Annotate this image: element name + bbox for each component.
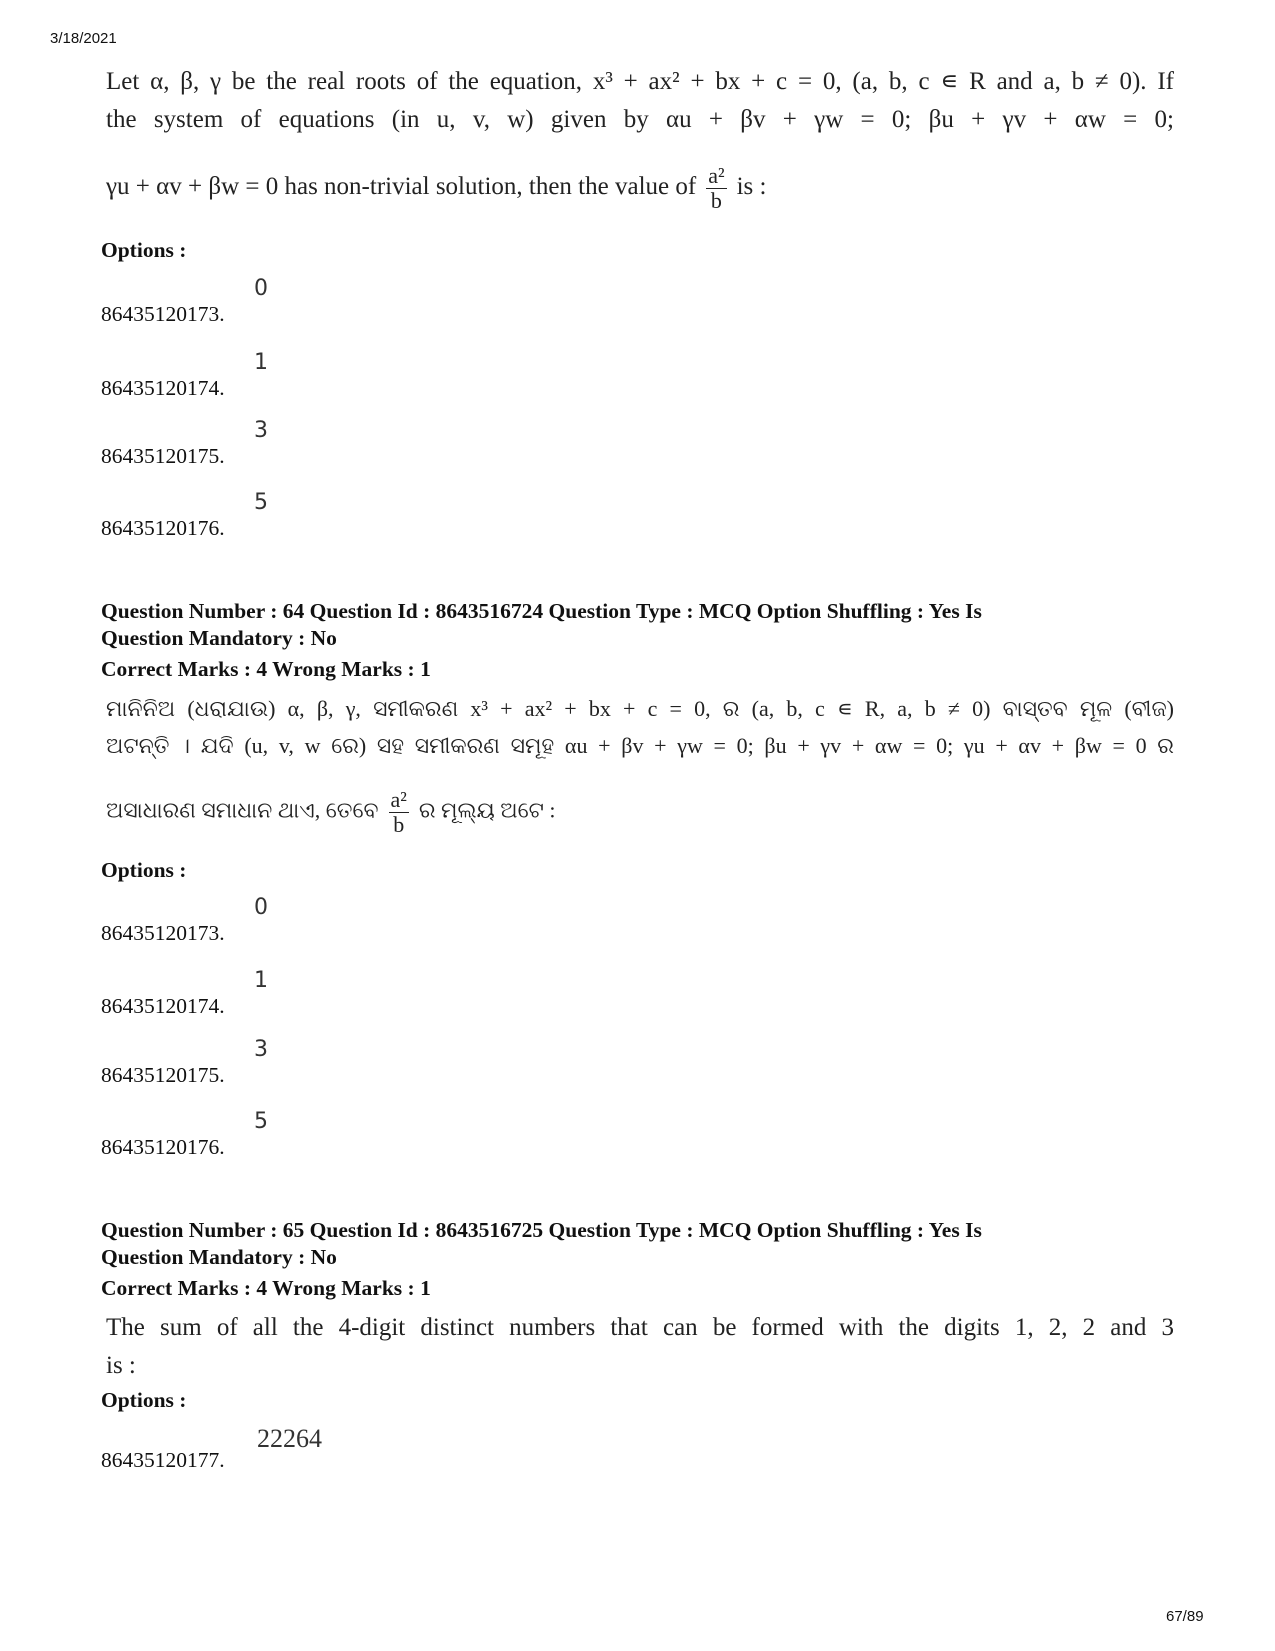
q64-header-line-2: Question Mandatory : No <box>101 626 337 650</box>
option-value: 1 <box>254 968 268 993</box>
option-value: 5 <box>254 490 268 515</box>
option-value: 0 <box>254 276 268 301</box>
option-value: 1 <box>254 350 268 375</box>
q65-marks: Correct Marks : 4 Wrong Marks : 1 <box>101 1276 431 1300</box>
q64-marks: Correct Marks : 4 Wrong Marks : 1 <box>101 657 431 681</box>
q64-stem-line-3 <box>106 788 1174 837</box>
q63-stem-line-1: Let α, β, γ be the real roots of the equation, x³ + ax² + bx + c = 0, (a, b, c ∊ R and a, b ≠ 0). If <box>106 68 1174 95</box>
q64-stem-line-3-text: ଅସାଧାରଣ ସମାଧାନ ଥାଏ, ତେବେ <box>106 797 379 823</box>
q65-header <box>101 1217 982 1271</box>
option-id: 86435120176. <box>101 1135 225 1159</box>
q64-stem-line-1: ମାନିନିଅ (ଧରାଯାଉ) α, β, γ, ସମୀକରଣ x³ + ax² + bx + c = 0, ର (a, b, c ∊ R, a, b ≠ 0) ବାସ୍ତବ ମୂଳ (ବୀଜ) <box>106 696 1174 721</box>
option-value: 5 <box>254 1109 268 1134</box>
option-value: 3 <box>254 1037 268 1062</box>
q64-stem-line-2: ଅଟନ୍ତି । ଯଦି (u, v, w ରେ) ସହ ସମୀକରଣ ସମୂହ αu + βv + γw = 0; βu + γv + αw = 0; γu + αv + βw = 0 ର <box>106 733 1174 758</box>
option-value: 0 <box>254 895 268 920</box>
option-value: 22264 <box>257 1424 322 1453</box>
q63-stem-line-3-text: γu + αv + βw = 0 has non-trivial solution, then the value of <box>106 173 697 201</box>
q63-fraction <box>706 164 726 213</box>
q64-stem-line-3-tail: ର ମୂଲ୍ୟ ଅଟେ : <box>418 797 556 823</box>
option-id: 86435120177. <box>101 1448 225 1472</box>
q64-header <box>101 598 982 652</box>
q65-header-line-2: Question Mandatory : No <box>101 1245 337 1269</box>
q65-options-label: Options : <box>101 1388 187 1412</box>
q64-header-line-1: Question Number : 64 Question Id : 8643516724 Question Type : MCQ Option Shuffling : Yes Is <box>101 599 982 623</box>
q63-stem-line-3 <box>106 164 1174 213</box>
q63-stem-line-3-tail: is : <box>736 173 767 201</box>
option-id: 86435120175. <box>101 444 225 468</box>
q63-fraction-numerator: a² <box>708 163 725 188</box>
print-date: 3/18/2021 <box>50 30 117 47</box>
page-number: 67/89 <box>1166 1608 1204 1625</box>
q63-options-label: Options : <box>101 238 187 262</box>
option-id: 86435120174. <box>101 994 225 1018</box>
q64-fraction-denominator: b <box>393 812 405 837</box>
option-id: 86435120176. <box>101 516 225 540</box>
q65-stem-line-2: is : <box>106 1352 136 1379</box>
option-id: 86435120175. <box>101 1063 225 1087</box>
q63-fraction-denominator: b <box>710 188 722 213</box>
option-id: 86435120173. <box>101 921 225 945</box>
q64-fraction-numerator: a² <box>390 787 407 812</box>
q64-options-label: Options : <box>101 858 187 882</box>
q65-header-line-1: Question Number : 65 Question Id : 8643516725 Question Type : MCQ Option Shuffling : Yes Is <box>101 1218 982 1242</box>
q65-stem-line-1: The sum of all the 4-digit distinct numbers that can be formed with the digits 1, 2, 2 and 3 <box>106 1314 1174 1341</box>
q64-fraction <box>389 788 409 837</box>
option-id: 86435120174. <box>101 376 225 400</box>
q63-stem-line-2: the system of equations (in u, v, w) given by αu + βv + γw = 0; βu + γv + αw = 0; <box>106 106 1174 133</box>
option-value: 3 <box>254 418 268 443</box>
option-id: 86435120173. <box>101 302 225 326</box>
